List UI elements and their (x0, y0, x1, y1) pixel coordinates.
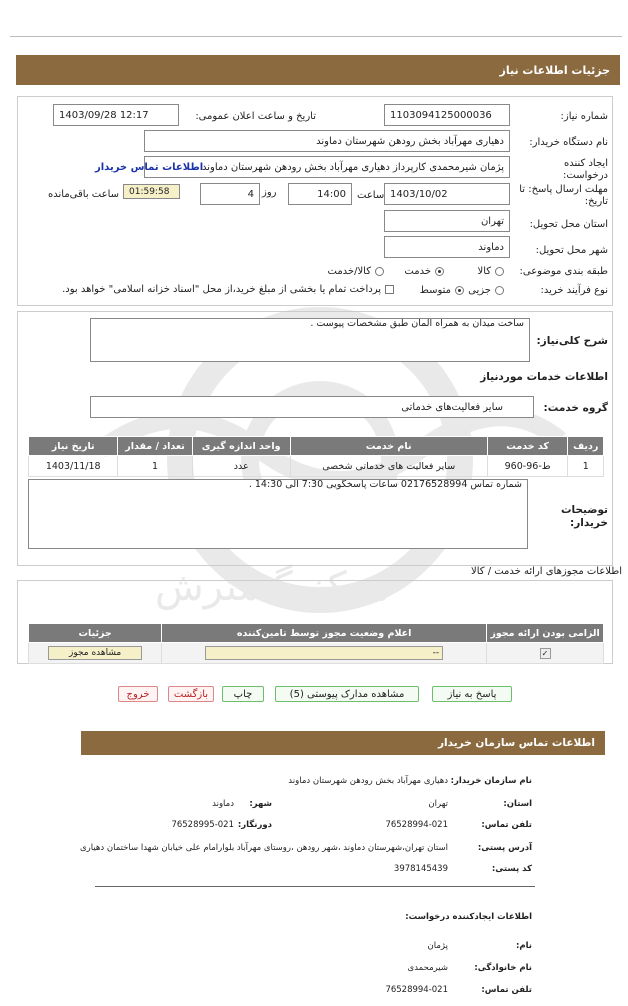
back-button[interactable]: بازگشت (168, 686, 214, 702)
need-number-field[interactable]: 1103094125000036 (384, 104, 510, 126)
status-field[interactable]: -- (205, 646, 443, 660)
top-divider (10, 36, 622, 37)
announce-field[interactable]: 1403/09/28 12:17 (53, 104, 179, 126)
contact-header (81, 731, 605, 755)
required-check-icon: ✓ (540, 648, 551, 659)
attachments-button[interactable]: مشاهده مدارک پیوستی (5) (275, 686, 419, 702)
treasury-option[interactable]: پرداخت تمام یا بخشی از مبلغ خرید،از محل "اسناد خزانه اسلامی" خواهد بود. (62, 284, 394, 295)
contact-org-label: نام سازمان خریدار: (450, 776, 532, 786)
col-name: نام خدمت (290, 437, 487, 456)
exit-button[interactable]: خروج (118, 686, 158, 702)
col-details: جزئیات (29, 624, 162, 643)
contact-org: دهیاری مهرآباد بخش رودهن شهرستان دماوند (288, 776, 448, 786)
cell-date: 1403/11/18 (29, 456, 118, 477)
remaining-label: ساعت باقی‌مانده (48, 189, 120, 200)
cell-required (487, 643, 604, 664)
contact-phone: 76528994-021 (385, 820, 448, 830)
service-group-label: گروه خدمت: (543, 402, 608, 414)
category-option-service[interactable]: خدمت (404, 266, 444, 277)
licenses-title: اطلاعات مجوزهای ارائه خدمت / کالا (471, 566, 622, 577)
services-table (28, 436, 604, 477)
table-row[interactable] (29, 643, 604, 664)
reply-button[interactable]: پاسخ به نیاز (432, 686, 512, 702)
cell-code: ط-96-960 (487, 456, 568, 477)
checkbox-treasury-icon[interactable] (385, 285, 394, 294)
cell-status (162, 643, 487, 664)
radio-goods-icon[interactable] (495, 267, 504, 276)
radio-both-icon[interactable] (375, 267, 384, 276)
contact-address-label: آدرس پستی: (477, 843, 532, 853)
col-status: اعلام وضعیت مجوز توسط تامین‌کننده (162, 624, 487, 643)
radio-minor-icon[interactable] (495, 286, 504, 295)
creator-last-name-label: نام خانوادگی: (474, 963, 532, 973)
deadline-date-field[interactable]: 1403/10/02 (384, 183, 510, 205)
category-option-goods[interactable]: کالا (477, 266, 504, 277)
buyer-contact-link[interactable]: اطلاعات تماس خریدار (95, 162, 204, 173)
page-header (16, 55, 620, 85)
col-code: کد خدمت (487, 437, 568, 456)
creator-first-name: پژمان (427, 941, 448, 951)
province-label: استان محل تحویل: (529, 219, 608, 230)
col-date: تاریخ نیاز (29, 437, 118, 456)
category-label: طبقه بندی موضوعی: (519, 266, 608, 277)
creator-first-name-label: نام: (515, 941, 532, 951)
buyer-notes-label: توضیحات خریدار: (560, 504, 608, 529)
cell-unit: عدد (192, 456, 290, 477)
creator-phone: 76528994-021 (385, 985, 448, 995)
days-label: روز (262, 187, 277, 198)
creator-info-title: اطلاعات ایجادکننده درخواست: (405, 912, 532, 922)
creator-label: ایجاد کننده درخواست: (563, 158, 608, 181)
contact-city: دماوند (212, 799, 234, 809)
city-field[interactable]: دماوند (384, 236, 510, 258)
description-field[interactable]: ساخت میدان به همراه المان طبق مشخصات پیوست . (90, 318, 530, 362)
time-label: ساعت (357, 190, 385, 201)
description-label: شرح کلی‌نیاز: (536, 335, 608, 347)
col-required: الزامی بودن ارائه مجوز (487, 624, 604, 643)
contact-title: اطلاعات تماس سازمان خریدار (438, 737, 595, 749)
contact-fax: 76528995-021 (171, 820, 234, 830)
view-license-button[interactable]: مشاهده مجوز (48, 646, 142, 660)
radio-medium-icon[interactable] (455, 286, 464, 295)
services-section-title: اطلاعات خدمات موردنیاز (480, 371, 608, 383)
contact-phone-label: تلفن تماس: (481, 820, 532, 830)
creator-phone-label: تلفن تماس: (481, 985, 532, 995)
col-qty: تعداد / مقدار (118, 437, 192, 456)
contact-fax-label: دورنگار: (237, 820, 272, 830)
need-number-label: شماره نیاز: (560, 111, 608, 122)
cell-details (29, 643, 162, 664)
watermark-text: مرکز گسترش (154, 564, 390, 610)
contact-province: تهران (428, 799, 448, 809)
service-group-field[interactable]: سایر فعالیت‌های خدماتی (90, 396, 534, 418)
radio-service-icon[interactable] (435, 267, 444, 276)
cell-row: 1 (568, 456, 604, 477)
page-title: جزئیات اطلاعات نیاز (499, 63, 610, 77)
process-label: نوع فرآیند خرید: (540, 285, 608, 296)
contact-postal: 3978145439 (393, 864, 448, 874)
cell-qty: 1 (118, 456, 192, 477)
col-row: ردیف (568, 437, 604, 456)
city-label: شهر محل تحویل: (535, 245, 608, 256)
process-option-minor[interactable]: جزیی (468, 285, 504, 296)
contact-city-label: شهر: (249, 799, 272, 809)
creator-field[interactable]: پژمان شیرمحمدی کارپرداز دهیاری مهرآباد بخش رودهن شهرستان دماوند (144, 156, 510, 178)
buyer-notes-field[interactable]: شماره تماس 02176528994 ساعات پاسخگویی 7:30 الی 14:30 . (28, 479, 528, 549)
process-option-medium[interactable]: متوسط (420, 285, 464, 296)
col-unit: واحد اندازه گیری (192, 437, 290, 456)
cell-name: سایر فعالیت های خدماتی شخصی (290, 456, 487, 477)
buyer-org-field[interactable]: دهیاری مهرآباد بخش رودهن شهرستان دماوند (144, 130, 510, 152)
contact-divider (95, 886, 535, 887)
contact-postal-label: کد پستی: (491, 864, 532, 874)
buyer-org-label: نام دستگاه خریدار: (529, 137, 608, 148)
creator-last-name: شیرمحمدی (407, 963, 448, 973)
category-option-both[interactable]: کالا/خدمت (328, 266, 385, 277)
print-button[interactable]: چاپ (222, 686, 264, 702)
remaining-time: 01:59:58 (123, 184, 180, 199)
table-row[interactable] (29, 456, 604, 477)
days-field[interactable]: 4 (200, 183, 260, 205)
licenses-table (28, 623, 604, 664)
contact-province-label: استان: (503, 799, 532, 809)
deadline-label: مهلت ارسال پاسخ: تا تاریخ: (519, 184, 608, 207)
deadline-time-field[interactable]: 14:00 (288, 183, 352, 205)
contact-address: استان تهران،شهرستان دماوند ،شهر رودهن ،روستای مهرآباد بلوارامام علی خیابان شهدا ساختمان دهیاری (79, 843, 448, 853)
province-field[interactable]: تهران (384, 210, 510, 232)
announce-label: تاریخ و ساعت اعلان عمومی: (195, 111, 316, 122)
